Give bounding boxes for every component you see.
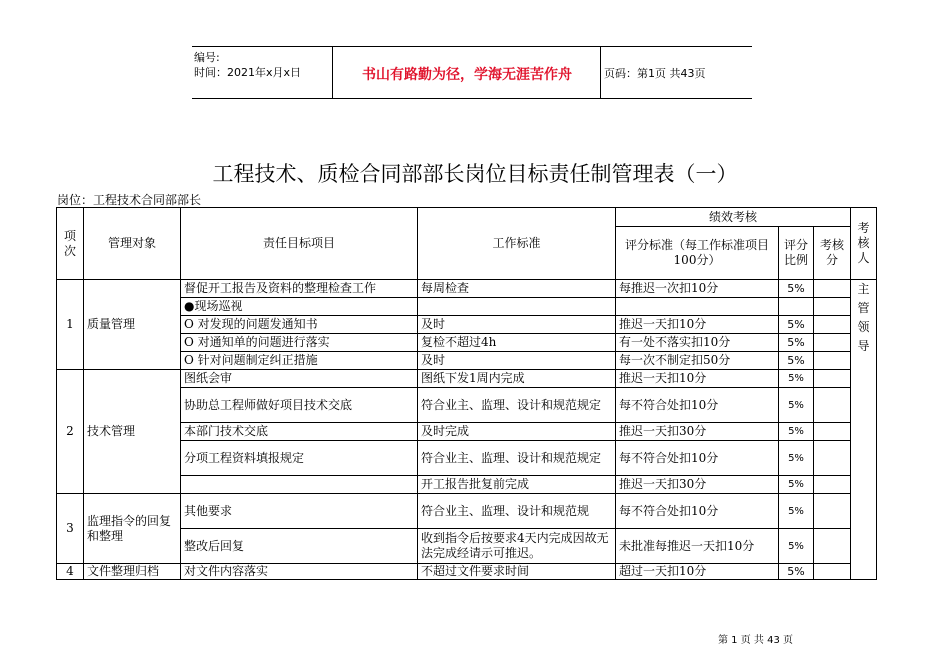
score-cell: [814, 316, 851, 334]
standard-cell: 图纸下发1周内完成: [418, 370, 616, 388]
col-header-standard: 工作标准: [418, 208, 616, 280]
standard-cell: [418, 298, 616, 316]
duty-cell: O 对发现的问题发通知书: [181, 316, 418, 334]
header-page-label: 页码：第1页 共43页: [604, 67, 706, 80]
score-cell: [814, 370, 851, 388]
standard-cell: 及时: [418, 316, 616, 334]
time-label: 时间：2021年x月x日: [194, 66, 302, 79]
ratio-cell: 5%: [779, 476, 814, 494]
score-cell: [814, 494, 851, 529]
duty-cell: 协助总工程师做好项目技术交底: [181, 388, 418, 423]
score-std-cell: 每不符合处扣10分: [616, 494, 779, 529]
col-header-score-std: 评分标准（每工作标准项目100分）: [616, 227, 779, 280]
standard-cell: 及时完成: [418, 423, 616, 441]
duty-cell: O 对通知单的问题进行落实: [181, 334, 418, 352]
item-no-cell: 4: [57, 564, 84, 580]
score-std-cell: 每不符合处扣10分: [616, 388, 779, 423]
ratio-cell: [779, 298, 814, 316]
score-cell: [814, 352, 851, 370]
target-cell: 质量管理: [84, 280, 181, 370]
table-row: [57, 494, 877, 529]
page-title: 工程技术、质检合同部部长岗位目标责任制管理表（一）: [212, 162, 738, 186]
ratio-cell: 5%: [779, 529, 814, 564]
score-std-cell: [616, 298, 779, 316]
standard-cell: 符合业主、监理、设计和规范规定: [418, 441, 616, 476]
duty-cell: 督促开工报告及资料的整理检查工作: [181, 280, 418, 298]
standard-cell: 收到指令后按要求4天内完成因故无法完成经请示可推迟。: [418, 529, 616, 564]
ratio-cell: 5%: [779, 334, 814, 352]
header-divider: [600, 47, 601, 98]
score-std-cell: 每不符合处扣10分: [616, 441, 779, 476]
ratio-cell: 5%: [779, 352, 814, 370]
header-meta: [194, 50, 334, 80]
target-cell: 监理指令的回复和整理: [84, 494, 181, 564]
assessor-cell: 主 管 领 导: [851, 280, 877, 580]
duty-cell: 分项工程资料填报规定: [181, 441, 418, 476]
col-header-score: 考核分: [814, 227, 851, 280]
score-cell: [814, 441, 851, 476]
score-cell: [814, 564, 851, 580]
score-cell: [814, 334, 851, 352]
duty-cell: [181, 476, 418, 494]
table-row: [57, 280, 877, 298]
col-header-target: 管理对象: [84, 208, 181, 280]
ratio-cell: 5%: [779, 494, 814, 529]
ratio-cell: 5%: [779, 441, 814, 476]
score-std-cell: 有一处不落实扣10分: [616, 334, 779, 352]
col-header-perf: 绩效考核: [616, 208, 851, 227]
header-divider: [332, 47, 333, 98]
score-std-cell: 每推迟一次扣10分: [616, 280, 779, 298]
duty-cell: 本部门技术交底: [181, 423, 418, 441]
duty-cell: O 针对问题制定纠正措施: [181, 352, 418, 370]
col-header-duty: 责任目标项目: [181, 208, 418, 280]
duty-cell: 整改后回复: [181, 529, 418, 564]
ratio-cell: 5%: [779, 423, 814, 441]
score-std-cell: 推迟一天扣10分: [616, 316, 779, 334]
score-cell: [814, 423, 851, 441]
item-no-cell: 1: [57, 280, 84, 370]
page-footer: 第 1 页 共 43 页: [718, 635, 793, 646]
score-std-cell: 推迟一天扣30分: [616, 476, 779, 494]
col-header-assessor: 考 核 人: [851, 208, 877, 280]
ratio-cell: 5%: [779, 280, 814, 298]
header-row: [57, 208, 877, 227]
table-row: [57, 564, 877, 580]
standard-cell: 符合业主、监理、设计和规范规: [418, 494, 616, 529]
score-std-cell: 推迟一天扣30分: [616, 423, 779, 441]
standard-cell: 符合业主、监理、设计和规范规定: [418, 388, 616, 423]
ratio-cell: 5%: [779, 388, 814, 423]
score-cell: [814, 388, 851, 423]
table-row: [57, 370, 877, 388]
col-header-ratio: 评分比例: [779, 227, 814, 280]
score-cell: [814, 280, 851, 298]
score-std-cell: 未批准每推迟一天扣10分: [616, 529, 779, 564]
post-label: 岗位：工程技术合同部部长: [57, 193, 202, 207]
score-std-cell: 超过一天扣10分: [616, 564, 779, 580]
target-cell: 技术管理: [84, 370, 181, 494]
item-no-cell: 2: [57, 370, 84, 494]
standard-cell: 每周检查: [418, 280, 616, 298]
ratio-cell: 5%: [779, 316, 814, 334]
score-std-cell: 每一次不制定扣50分: [616, 352, 779, 370]
number-label: 编号:: [194, 51, 220, 64]
score-cell: [814, 298, 851, 316]
responsibility-table: [56, 207, 877, 580]
score-std-cell: 推迟一天扣10分: [616, 370, 779, 388]
duty-cell: ●现场巡视: [181, 298, 418, 316]
col-header-item-no: 项次: [57, 208, 84, 280]
standard-cell: 复检不超过4h: [418, 334, 616, 352]
score-cell: [814, 529, 851, 564]
target-cell: 文件整理归档: [84, 564, 181, 580]
header-motto: 书山有路勤为径，学海无涯苦作舟: [362, 67, 572, 83]
duty-cell: 图纸会审: [181, 370, 418, 388]
ratio-cell: 5%: [779, 370, 814, 388]
duty-cell: 其他要求: [181, 494, 418, 529]
duty-cell: 对文件内容落实: [181, 564, 418, 580]
standard-cell: 及时: [418, 352, 616, 370]
score-cell: [814, 476, 851, 494]
item-no-cell: 3: [57, 494, 84, 564]
standard-cell: 开工报告批复前完成: [418, 476, 616, 494]
standard-cell: 不超过文件要求时间: [418, 564, 616, 580]
ratio-cell: 5%: [779, 564, 814, 580]
document-header: [192, 46, 752, 99]
